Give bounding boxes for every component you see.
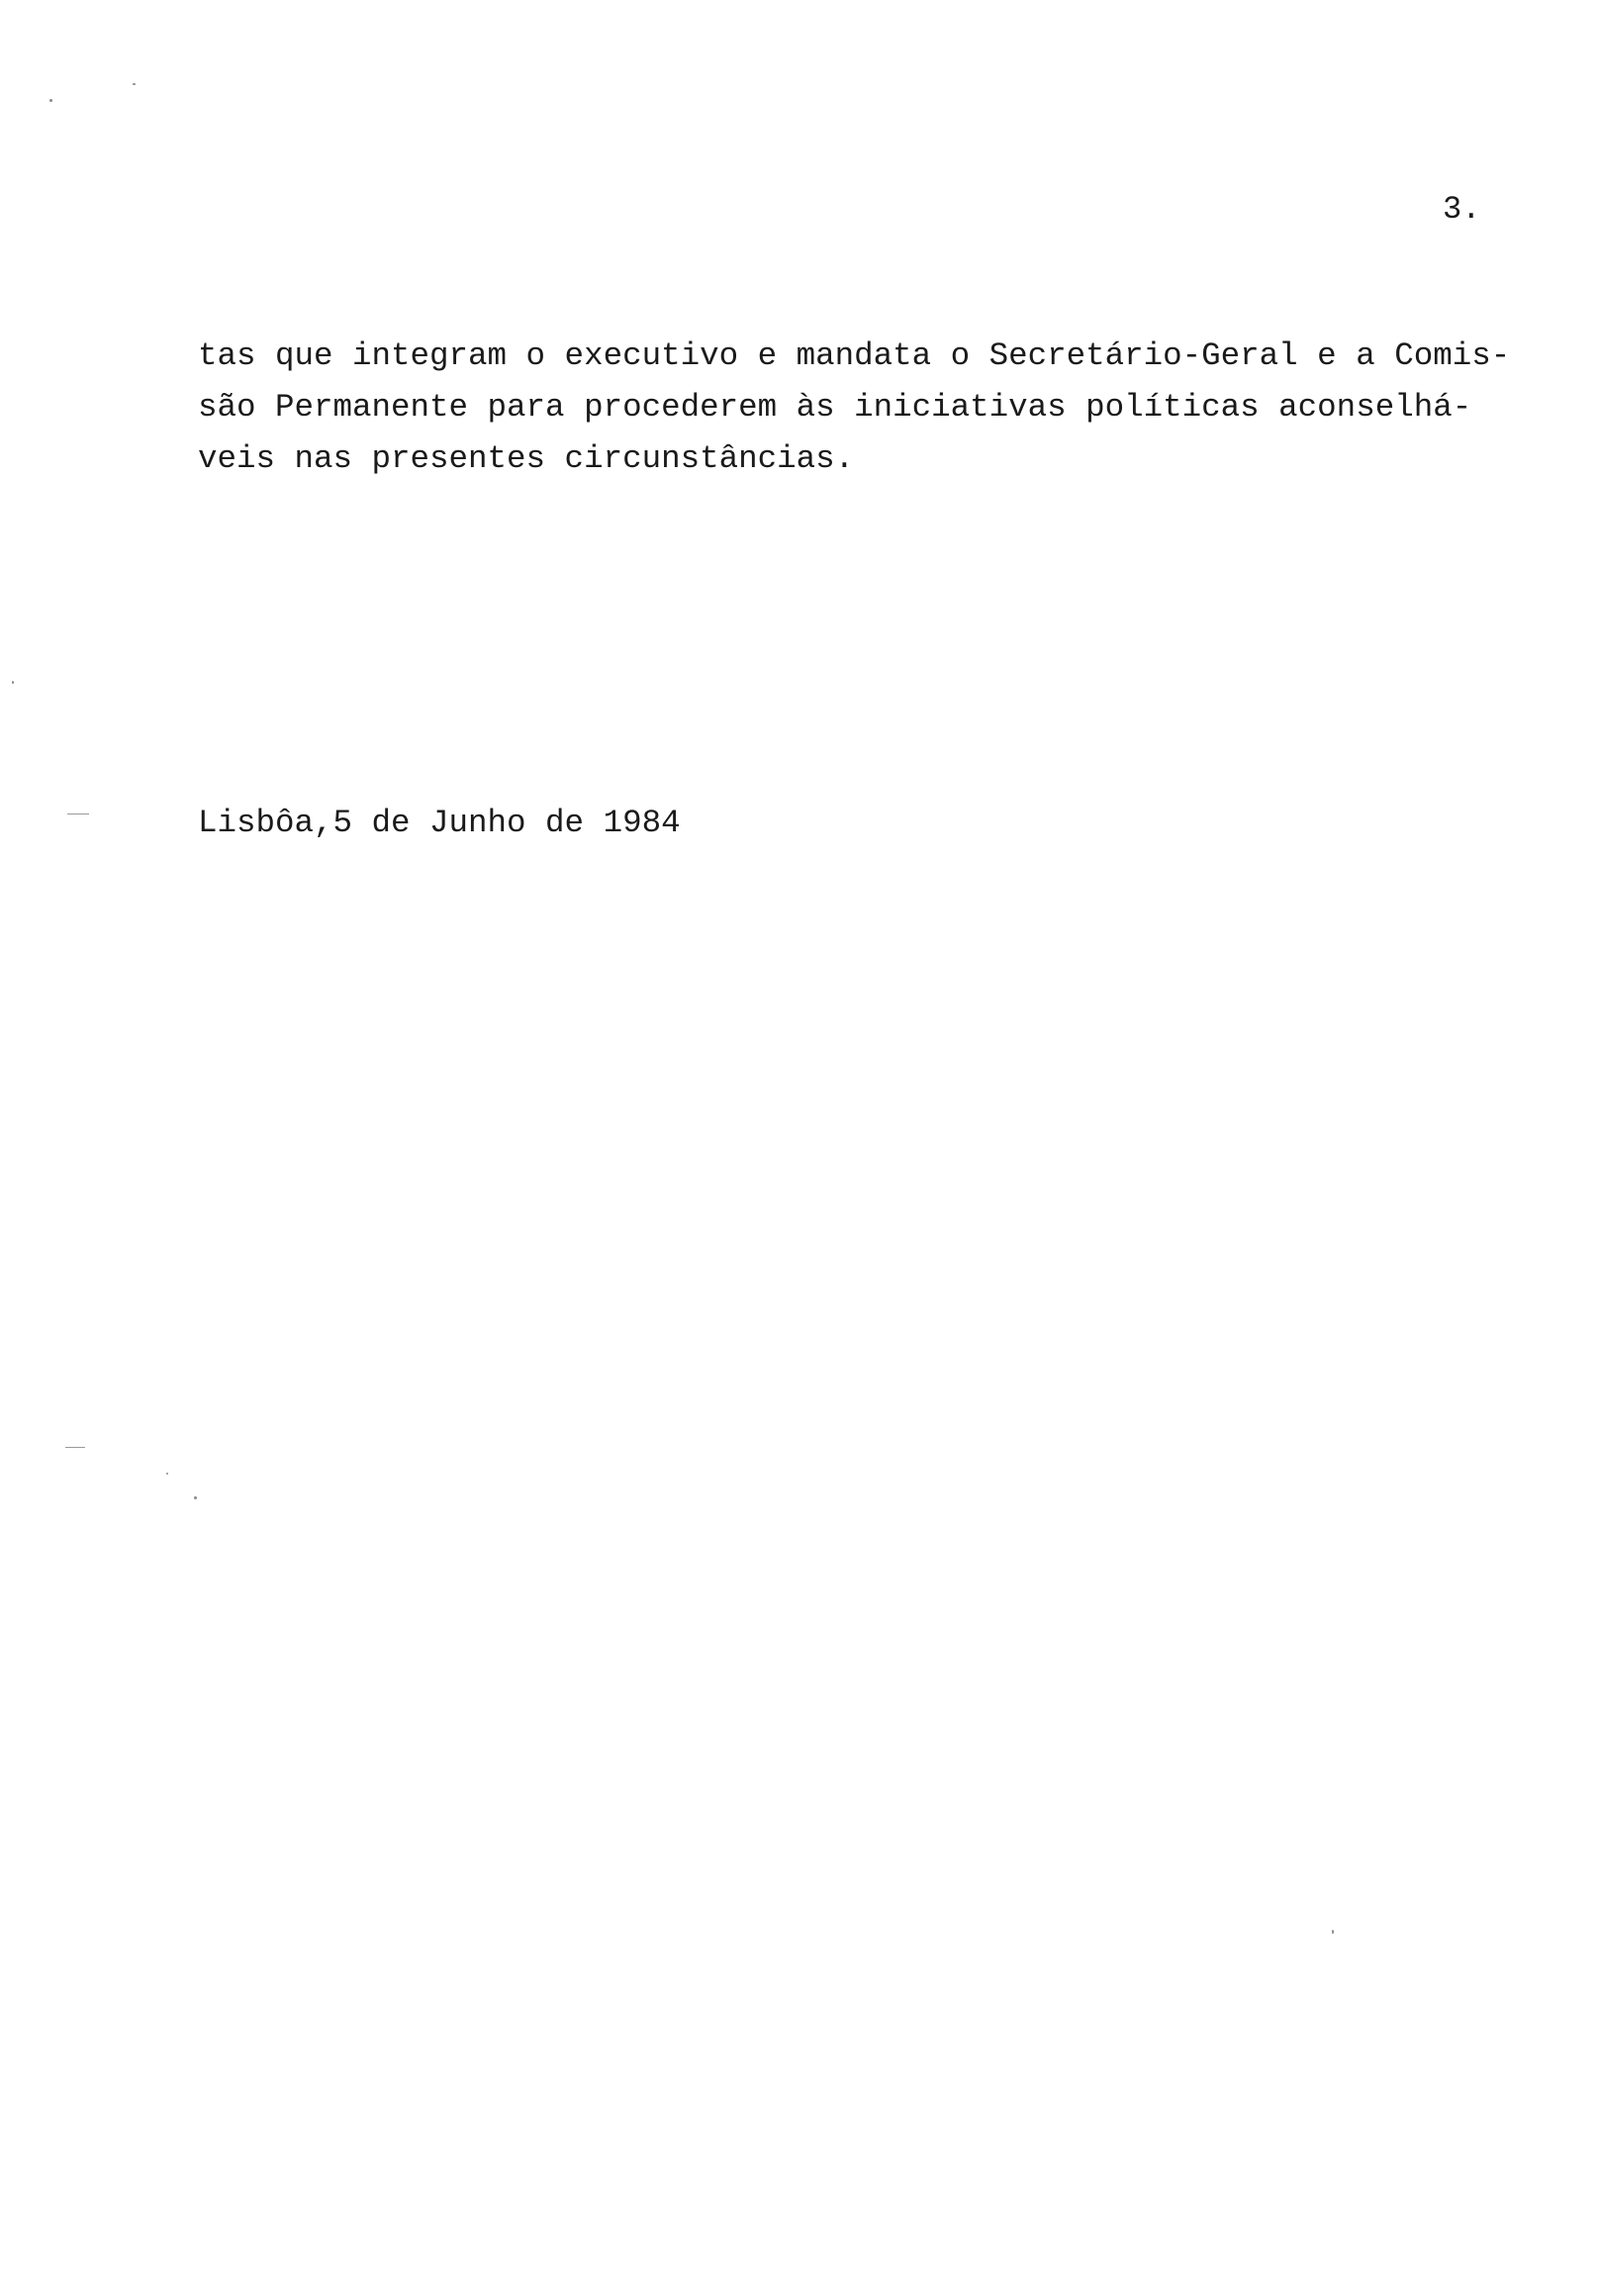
scan-speck bbox=[133, 83, 136, 85]
scan-speck bbox=[194, 1496, 197, 1499]
paragraph-line: veis nas presentes circunstâncias. bbox=[198, 440, 855, 477]
scan-mark bbox=[65, 1447, 85, 1448]
place-date-line: Lisbôa,5 de Junho de 1984 bbox=[198, 805, 681, 841]
scan-speck bbox=[166, 1473, 168, 1475]
paragraph-line: são Permanente para procederem às iniciativas políticas aconselhá- bbox=[198, 389, 1472, 426]
page-number: 3. bbox=[1443, 191, 1481, 228]
scan-speck bbox=[1332, 1930, 1334, 1934]
scan-speck bbox=[12, 681, 14, 684]
scan-mark bbox=[67, 813, 89, 814]
paragraph-line: tas que integram o executivo e mandata o Secretário-Geral e a Comis- bbox=[198, 337, 1511, 374]
scan-speck bbox=[49, 99, 52, 102]
body-paragraph bbox=[198, 331, 1563, 485]
